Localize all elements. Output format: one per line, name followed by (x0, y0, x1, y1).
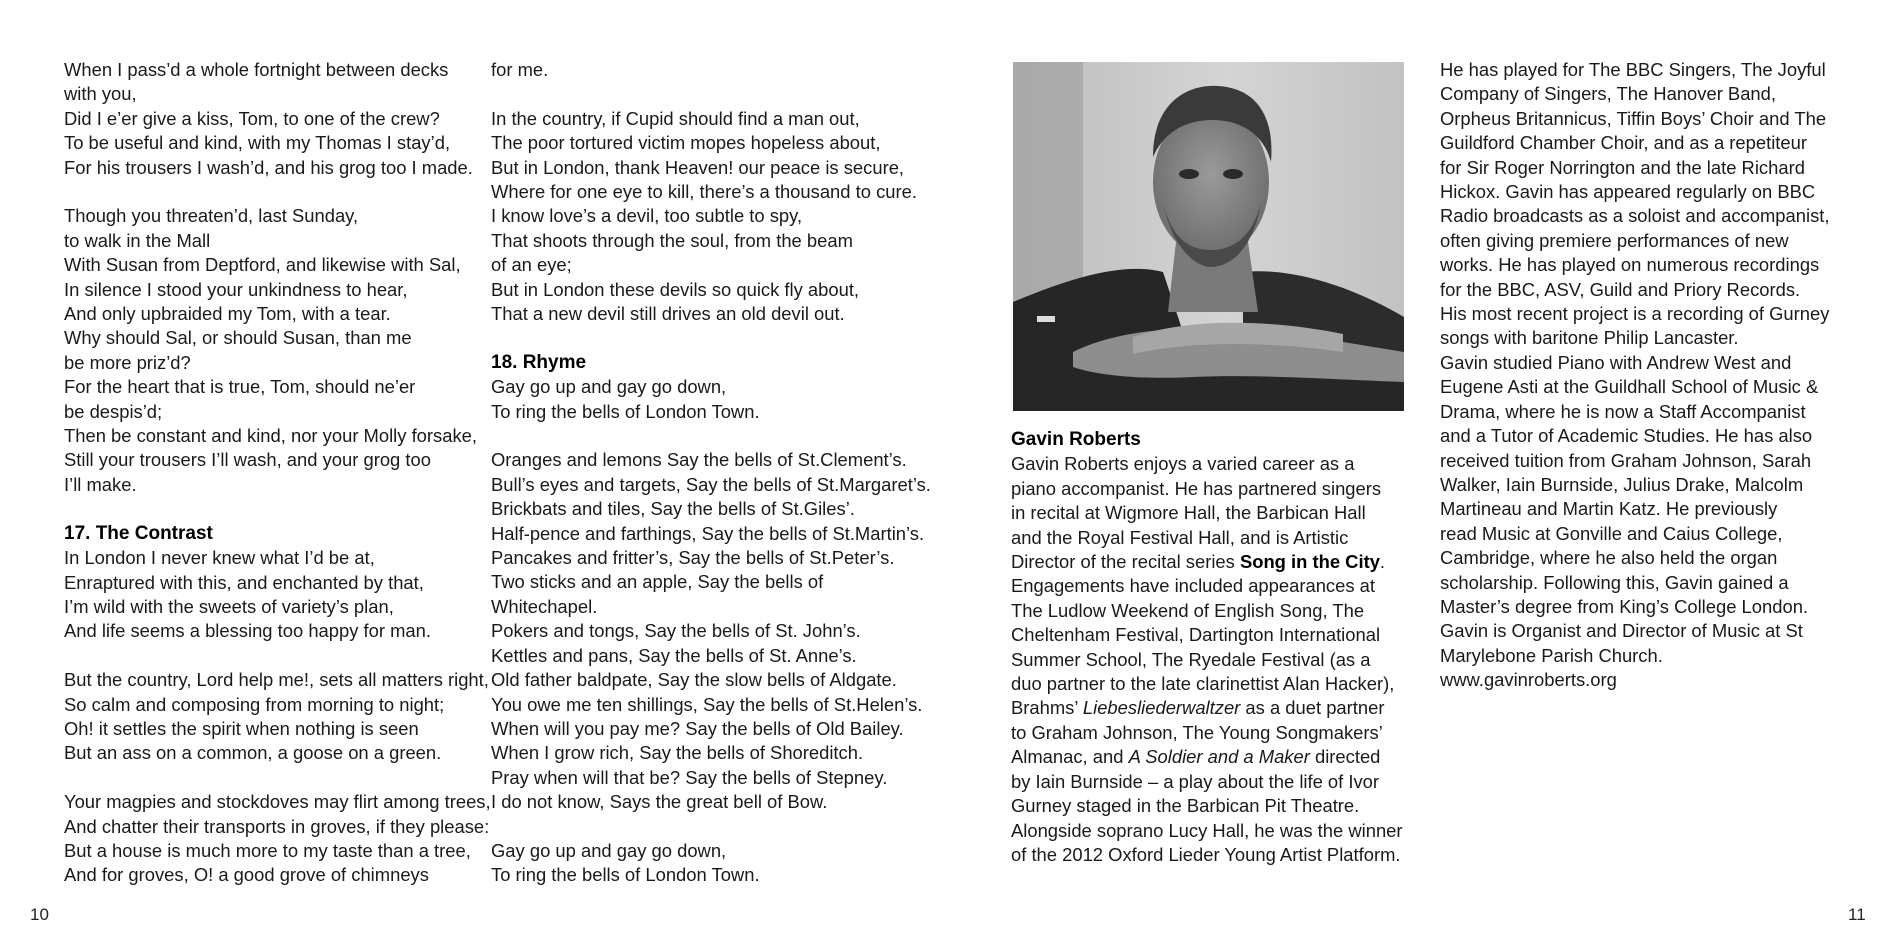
text-line: Still your trousers I’ll wash, and your grog too (64, 449, 431, 471)
text-line: to walk in the Mall (64, 229, 211, 251)
text-line: Cambridge, where he also held the organ (1440, 547, 1778, 569)
bio-text: as a duet partner (1240, 697, 1385, 719)
text-line: When I pass’d a whole fortnight between decks (64, 59, 449, 80)
text-line: be despis’d; (64, 400, 163, 422)
page-number-right: 11 (1848, 905, 1866, 924)
text-line: and a Tutor of Academic Studies. He has also (1440, 425, 1813, 447)
text-line: Gay go up and gay go down, (491, 839, 727, 861)
text-line: That a new devil still drives an old devil out. (491, 303, 845, 325)
text-line: Martineau and Martin Katz. He previously (1440, 498, 1778, 520)
text-line: Eugene Asti at the Guildhall School of Music & (1440, 376, 1819, 398)
text-line: Company of Singers, The Hanover Band, (1440, 83, 1776, 105)
text-line: But in London, thank Heaven! our peace is secure, (491, 156, 905, 178)
poem-stanza (64, 204, 491, 497)
bio-text: directed (1309, 746, 1381, 768)
poem-column-2 (491, 58, 931, 888)
text-line: But a house is much more to my taste than a tree, (64, 839, 471, 861)
text-line: Old father baldpate, Say the slow bells of Aldgate. (491, 669, 897, 691)
text-line: www.gavinroberts.org (1440, 669, 1617, 691)
text-line: With Susan from Deptford, and likewise with Sal, (64, 254, 461, 276)
text-line: Then be constant and kind, nor your Molly forsake, (64, 425, 477, 447)
text-line: To ring the bells of London Town. (491, 864, 760, 886)
text-line: Radio broadcasts as a soloist and accompanist, (1440, 205, 1830, 227)
bio-column-continued (1440, 58, 1829, 693)
text-line: I’ll make. (64, 473, 137, 495)
text-line: When will you pay me? Say the bells of Old Bailey. (491, 717, 904, 739)
text-line: In London I never knew what I’d be at, (64, 547, 375, 569)
text-line: Gavin studied Piano with Andrew West and (1440, 351, 1792, 373)
text-line: read Music at Gonville and Caius College, (1440, 522, 1783, 544)
text-line: The poor tortured victim mopes hopeless about, (491, 132, 881, 154)
text-line: I know love’s a devil, too subtle to spy, (491, 205, 803, 227)
bio-line: and the Royal Festival Hall, and is Artistic (1011, 526, 1349, 548)
bio-text: Director of the recital series (1011, 551, 1240, 573)
text-line: Bull’s eyes and targets, Say the bells of St.Margaret’s. (491, 473, 931, 495)
text-line: Kettles and pans, Say the bells of St. Anne’s. (491, 644, 857, 666)
text-line: You owe me ten shillings, Say the bells of St.Helen’s. (491, 693, 923, 715)
poem-stanza (64, 546, 491, 644)
text-line: Your magpies and stockdoves may flirt among trees, (64, 791, 491, 813)
text-line: be more priz’d? (64, 351, 191, 373)
bio-column (1011, 428, 1403, 867)
text-line: And only upbraided my Tom, with a tear. (64, 303, 391, 325)
poem-stanza (491, 448, 931, 814)
portrait-photo (1013, 62, 1404, 411)
song-title-17: 17. The Contrast (64, 522, 213, 544)
text-line: Two sticks and an apple, Say the bells of (491, 571, 824, 593)
text-line: When I grow rich, Say the bells of Shoreditch. (491, 742, 864, 764)
poem-stanza (64, 668, 491, 766)
bio-line: Summer School, The Ryedale Festival (as a (1011, 648, 1371, 670)
text-line: But in London these devils so quick fly about, (491, 278, 860, 300)
bio-line: The Ludlow Weekend of English Song, The (1011, 599, 1365, 621)
text-line: I do not know, Says the great bell of Bow. (491, 791, 828, 813)
poem-stanza (64, 790, 491, 888)
bio-line: Gavin Roberts enjoys a varied career as a (1011, 453, 1355, 475)
text-line: often giving premiere performances of new (1440, 229, 1789, 251)
text-line: For his trousers I wash’d, and his grog too I made. (64, 156, 473, 178)
text-line: And chatter their transports in groves, if they please: (64, 815, 490, 837)
text-line: Hickox. Gavin has appeared regularly on BBC (1440, 181, 1816, 203)
text-line: In silence I stood your unkindness to hear, (64, 278, 408, 300)
text-line: Pancakes and fritter’s, Say the bells of St.Peter’s. (491, 547, 895, 569)
bio-line: piano accompanist. He has partnered singers (1011, 477, 1382, 499)
text-line: To be useful and kind, with my Thomas I stay’d, (64, 132, 451, 154)
bio-text: Almanac, and (1011, 746, 1129, 768)
text-line: But the country, Lord help me!, sets all matters right, (64, 669, 489, 691)
bio-line: to Graham Johnson, The Young Songmakers’ (1011, 721, 1383, 743)
text-line: Though you threaten’d, last Sunday, (64, 205, 359, 227)
bio-line: Cheltenham Festival, Dartington International (1011, 624, 1381, 646)
text-line: In the country, if Cupid should find a man out, (491, 107, 860, 129)
poem-line: for me. (491, 59, 549, 80)
bio-line: duo partner to the late clarinettist Alan Hacker), (1011, 673, 1395, 695)
bio-line (1011, 745, 1403, 769)
poem-stanza (491, 839, 931, 888)
bio-text: . (1379, 551, 1386, 573)
text-line: Pokers and tongs, Say the bells of St. John’s. (491, 620, 861, 642)
text-line: Gavin is Organist and Director of Music at St (1440, 620, 1803, 642)
poem-column-1 (64, 58, 491, 888)
text-line: Pray when will that be? Say the bells of Stepney. (491, 766, 888, 788)
text-line: That shoots through the soul, from the beam (491, 229, 853, 251)
text-line: But an ass on a common, a goose on a green. (64, 742, 442, 764)
text-line: To ring the bells of London Town. (491, 400, 760, 422)
text-line: songs with baritone Philip Lancaster. (1440, 327, 1739, 349)
bio-line: by Iain Burnside – a play about the life of Ivor (1011, 770, 1380, 792)
text-line: Oranges and lemons Say the bells of St.Clement’s. (491, 449, 907, 471)
bio-name: Gavin Roberts (1011, 429, 1141, 450)
bio-line (1011, 550, 1403, 574)
bio-line: in recital at Wigmore Hall, the Barbican Hall (1011, 502, 1366, 524)
text-line: For the heart that is true, Tom, should ne’er (64, 376, 416, 398)
text-line: works. He has played on numerous recordings (1440, 254, 1820, 276)
text-line: Marylebone Parish Church. (1440, 644, 1663, 666)
text-line: Why should Sal, or should Susan, than me (64, 327, 412, 349)
text-line: Orpheus Britannicus, Tiffin Boys’ Choir and The (1440, 107, 1827, 129)
text-line: with you, (64, 83, 137, 105)
text-line: He has played for The BBC Singers, The Joyful (1440, 59, 1826, 80)
series-name: Song in the City (1239, 551, 1380, 573)
text-line: And life seems a blessing too happy for man. (64, 620, 431, 642)
text-line: I’m wild with the sweets of variety’s plan, (64, 595, 394, 617)
text-line: received tuition from Graham Johnson, Sarah (1440, 449, 1812, 471)
text-line: Guildford Chamber Choir, and as a repetiteur (1440, 132, 1807, 154)
bio-text: Brahms’ (1011, 697, 1083, 719)
page-number-left: 10 (30, 905, 49, 924)
bio-line: Gurney staged in the Barbican Pit Theatre. (1011, 795, 1360, 817)
text-line: Master’s degree from King’s College London. (1440, 595, 1809, 617)
work-title: Liebesliederwaltzer (1082, 697, 1241, 719)
text-line: Walker, Iain Burnside, Julius Drake, Malcolm (1440, 473, 1804, 495)
text-line: scholarship. Following this, Gavin gained a (1440, 571, 1789, 593)
text-line: Oh! it settles the spirit when nothing is seen (64, 717, 419, 739)
text-line: of an eye; (491, 254, 572, 276)
text-line: Enraptured with this, and enchanted by that, (64, 571, 424, 593)
text-line: Did I e’er give a kiss, Tom, to one of the crew? (64, 107, 440, 129)
work-title: A Soldier and a Maker (1128, 746, 1310, 768)
text-line: So calm and composing from morning to night; (64, 693, 445, 715)
song-title-18: 18. Rhyme (491, 351, 587, 373)
text-line: for the BBC, ASV, Guild and Priory Records. (1440, 278, 1801, 300)
text-line: And for groves, O! a good grove of chimneys (64, 864, 429, 886)
bio-paragraph (1440, 58, 1829, 693)
text-line: Half-pence and farthings, Say the bells of St.Martin’s. (491, 522, 925, 544)
bio-line: Engagements have included appearances at (1011, 575, 1375, 597)
poem-stanza (491, 375, 931, 424)
bio-line (1011, 696, 1403, 720)
poem-stanza (64, 58, 491, 180)
text-line: Where for one eye to kill, there’s a thousand to cure. (491, 181, 917, 203)
text-line: Drama, where he is now a Staff Accompanist (1440, 400, 1806, 422)
text-line: Gay go up and gay go down, (491, 376, 727, 398)
text-line: Whitechapel. (491, 595, 598, 617)
text-line: His most recent project is a recording of Gurney (1440, 303, 1830, 325)
bio-line: Alongside soprano Lucy Hall, he was the winner (1011, 819, 1403, 841)
poem-stanza (491, 107, 931, 327)
text-line: for Sir Roger Norrington and the late Richard (1440, 156, 1805, 178)
bio-line: of the 2012 Oxford Lieder Young Artist Platform. (1011, 843, 1401, 865)
text-line: Brickbats and tiles, Say the bells of St.Giles’. (491, 498, 855, 520)
